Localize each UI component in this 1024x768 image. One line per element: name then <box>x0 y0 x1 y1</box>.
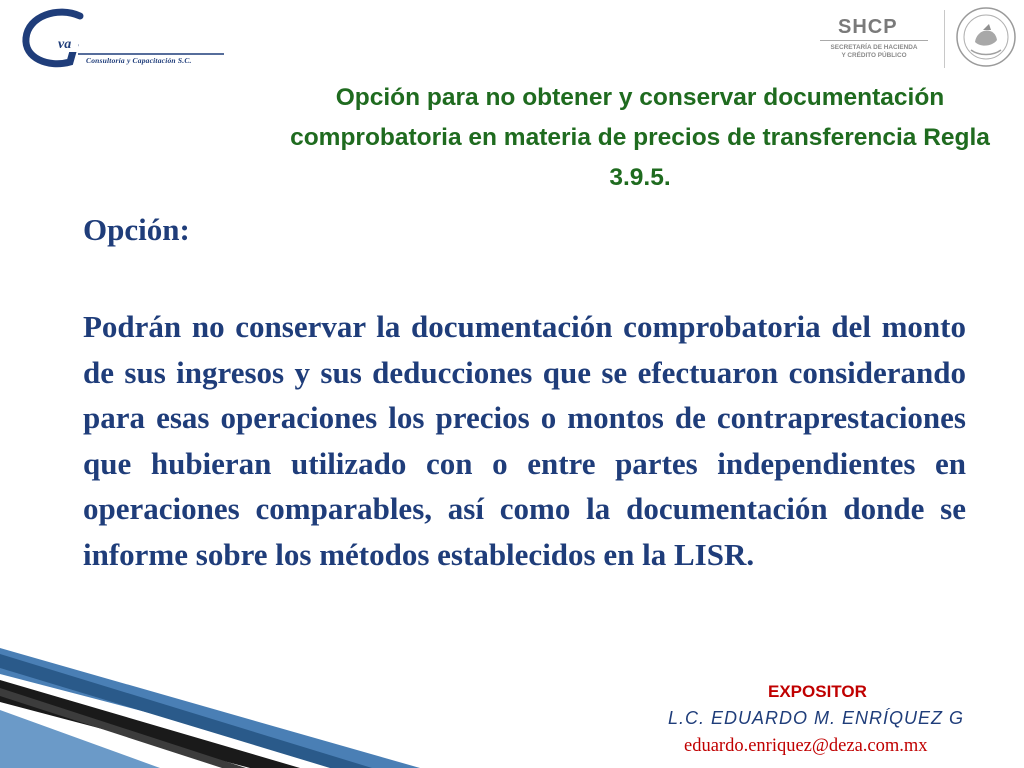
presenter-name: L.C. EDUARDO M. ENRÍQUEZ G <box>668 708 965 728</box>
logo-divider <box>944 10 945 68</box>
shcp-logo-title: SHCP <box>838 16 898 38</box>
svg-text:va: va <box>58 37 72 52</box>
shcp-subtitle-line-2: Y CRÉDITO PÚBLICO <box>841 52 907 59</box>
option-heading: Opción: <box>83 212 190 247</box>
shcp-subtitle-line-1: SECRETARÍA DE HACIENDA <box>830 44 918 51</box>
slide-title: Opción para no obtener y conservar documentación comprobatoria en materia de precios de transferencia Regla 3.9.5. <box>290 84 990 191</box>
expositor-label: EXPOSITOR <box>768 682 867 701</box>
presenter-email[interactable]: eduardo.enriquez@deza.com.mx <box>684 736 928 756</box>
mexico-coat-of-arms-icon <box>955 6 1017 68</box>
slide-body-text: Podrán no conservar la documentación comprobatoria del monto de sus ingresos y sus deducciones que se efectuaron considerando para esas operaciones los precios o montos de contraprestaciones que hubieran utilizado con o entre partes independientes en operaciones comparables, así como la documentación donde se informe sobre los métodos establecidos en la LISR. <box>83 309 966 572</box>
decorative-chevron-stripes <box>0 640 420 768</box>
gva-logo-subtitle: Consultoría y Capacitación S.C. <box>86 56 192 65</box>
shcp-logo-subtitle <box>822 44 926 60</box>
shcp-logo-divider <box>820 40 928 41</box>
